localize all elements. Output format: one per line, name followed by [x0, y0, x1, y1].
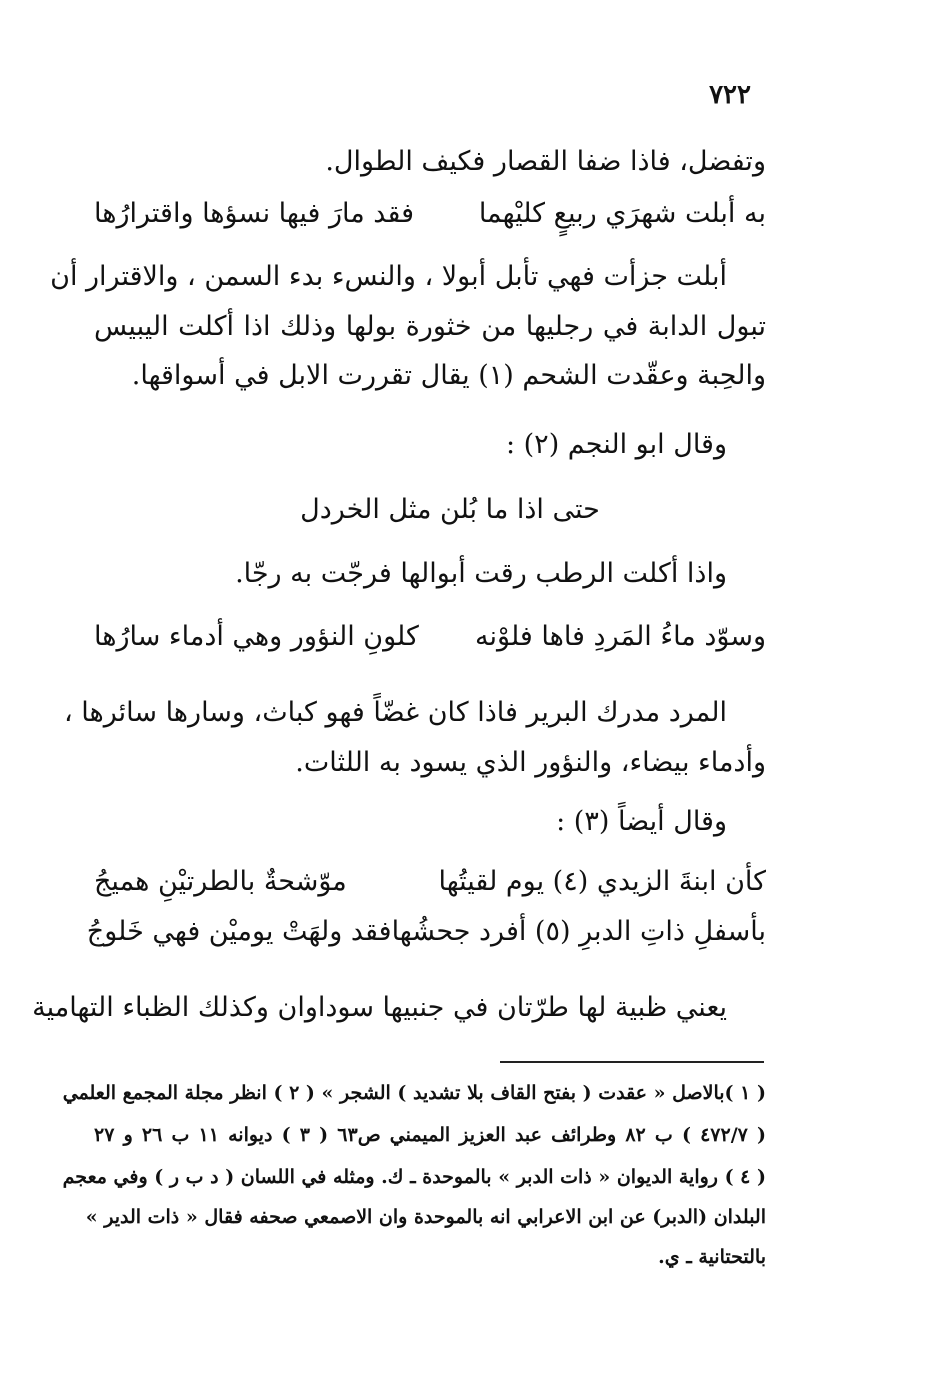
verse-second-hemistich: موّشحةٌ بالطرتيْنِ هميجُ [94, 866, 347, 897]
verse-second-hemistich: فقد مارَ فيها نسؤها واقترارُها [94, 198, 415, 229]
verse-line: حتى اذا ما بُلن مثل الخردل [300, 494, 600, 525]
footnote-line: ( ٤ ) رواية الديوان « ذات الدبر » بالموحدة ـ ك. ومثله في اللسان ( د ب ر ) وفي معجم [62, 1166, 766, 1188]
text-line: وتفضل، فاذا ضفا القصار فكيف الطوال. [325, 146, 766, 177]
text-line: والحِبة وعقّدت الشحم (١) يقال تقررت الابل في أسواقها. [131, 360, 766, 391]
verse-second-hemistich: فقد ولهَتْ يوميْن فهي خَلوجُ [86, 916, 392, 947]
verse-first-hemistich: كأن ابنةَ الزيدي (٤) يوم لقيتُها [438, 866, 766, 897]
text-line: وأدماء بيضاء، والنؤور الذي يسود به اللثات. [295, 747, 766, 778]
verse-first-hemistich: بأسفلِ ذاتِ الدبرِ (٥) أفرد جحشُها [391, 916, 766, 947]
verse-line [94, 194, 766, 234]
page-number: ٧٢٢ [709, 80, 751, 110]
footnote-line: ( ٤٧٢/٧ ) ب ٨٢ وطرائف عبد العزيز الميمني ص٦٣ ( ٣ ) ديوانه ١١ ب ٢٦ و ٢٧ [94, 1124, 767, 1146]
verse-line [94, 617, 766, 657]
text-line: المرد مدرك البرير فاذا كان غضّاً فهو كباث، وسارها سائرها ، [63, 697, 727, 728]
footnote-line: ( ١ )بالاصل « عقدت ( بفتح القاف بلا تشديد ) الشجر » ( ٢ ) انظر مجلة المجمع العلمي [62, 1082, 766, 1104]
text-line: تبول الدابة في رجليها من خثورة بولها وذلك اذا أكلت اليبيس [94, 311, 766, 342]
text-line: وقال ابو النجم (٢) : [505, 429, 727, 460]
verse-first-hemistich: وسوّد ماءُ المَردِ فاها فلوْنه [475, 621, 766, 652]
footnote-line: بالتحتانية ـ ي. [658, 1246, 766, 1268]
text-line: أبلت جزأت فهي تأبل أبولا ، والنسء بدء السمن ، والاقترار أن [50, 261, 727, 292]
verse-line [94, 862, 766, 902]
text-line: وقال أيضاً (٣) : [556, 806, 727, 837]
text-line: واذا أكلت الرطب رقت أبوالها فرجّت به رجّا. [235, 558, 727, 589]
footnote-separator [500, 1061, 764, 1063]
footnote-line: البلدان (الدبر) عن ابن الاعرابي انه بالموحدة وان الاصمعي صحفه فقال « ذات الدير » [85, 1206, 766, 1228]
verse-line [86, 912, 766, 952]
verse-first-hemistich: به أبلت شهرَي ربيعٍ كليْهما [478, 198, 766, 229]
text-line: يعني ظبية لها طرّتان في جنبيها سوداوان وكذلك الظباء التهامية [32, 992, 727, 1023]
verse-second-hemistich: كلونِ النؤور وهي أدماء سارُها [94, 621, 419, 652]
